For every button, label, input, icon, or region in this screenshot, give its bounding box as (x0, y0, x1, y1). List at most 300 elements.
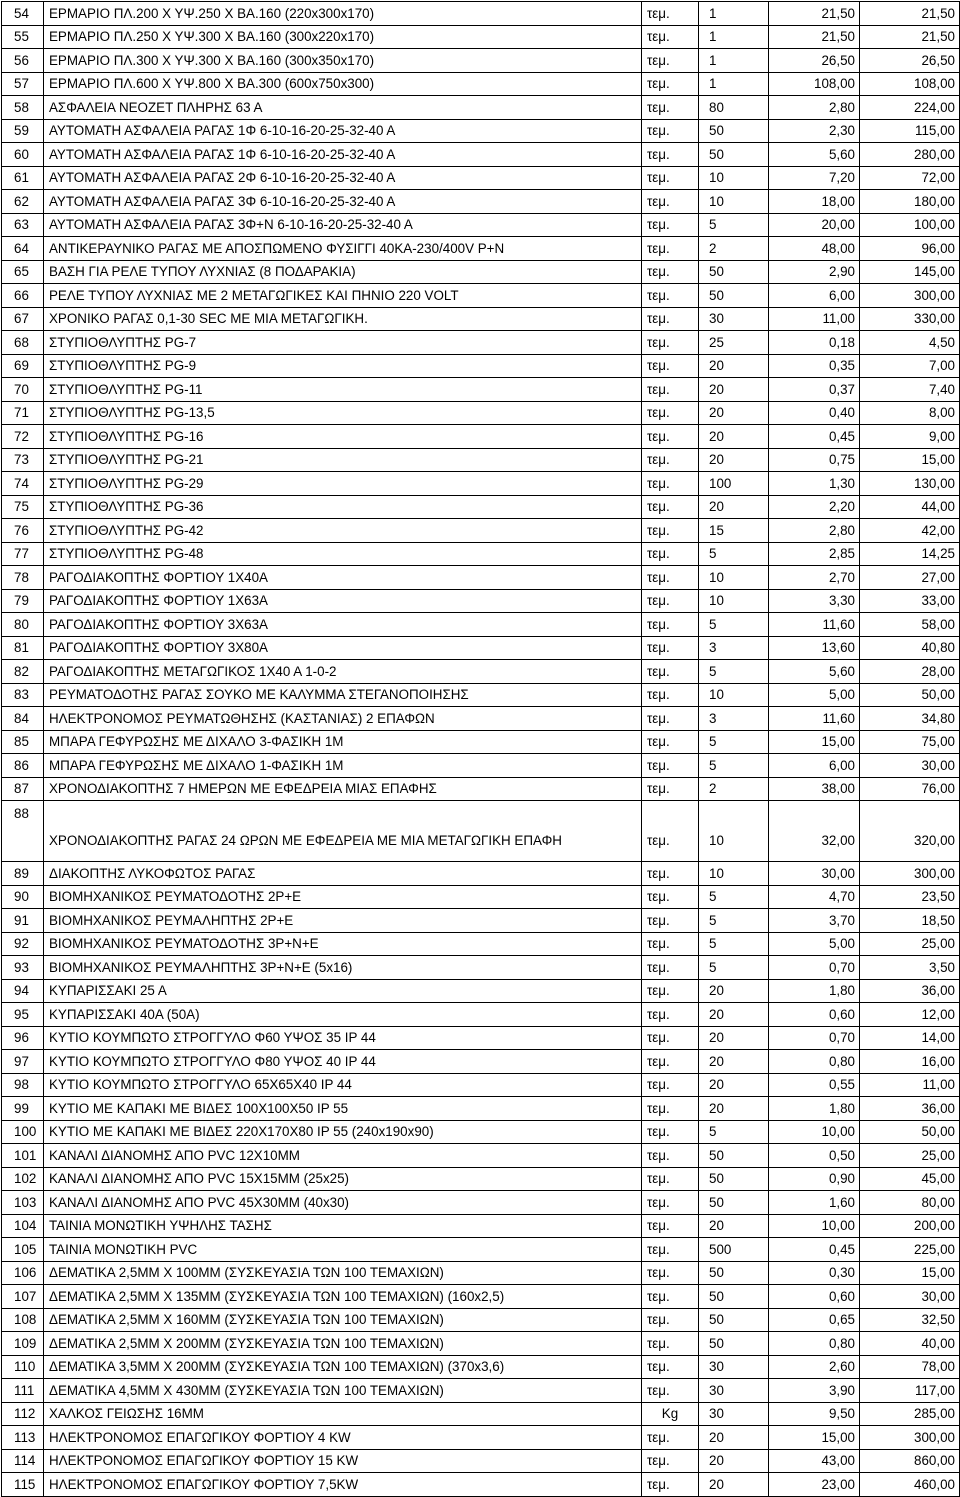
table-row (2, 589, 960, 613)
item-total: 330,00 (860, 307, 960, 331)
item-quantity: 20 (699, 1026, 769, 1050)
item-unit: τεμ. (642, 1214, 699, 1238)
table-row (2, 519, 960, 543)
item-unit-price: 21,50 (769, 2, 860, 26)
item-description: ΧΡΟΝΟΔΙΑΚΟΠΤΗΣ 7 ΗΜΕΡΩΝ ΜΕ ΕΦΕΔΡΕΙΑ ΜΙΑΣ ΕΠΑΦΗΣ (44, 777, 642, 801)
item-unit: τεμ. (642, 448, 699, 472)
item-quantity: 50 (699, 1285, 769, 1309)
item-quantity: 30 (699, 1402, 769, 1426)
item-total: 50,00 (860, 683, 960, 707)
item-unit-price: 32,00 (769, 801, 860, 862)
item-description: ΣΤΥΠΙΟΘΛΥΠΤΗΣ PG-42 (44, 519, 642, 543)
table-row (2, 1355, 960, 1379)
item-description: ΡΑΓΟΔΙΑΚΟΠΤΗΣ ΦΟΡΤΙΟΥ 1Χ40Α (44, 566, 642, 590)
item-description: ΗΛΕΚΤΡΟΝΟΜΟΣ ΕΠΑΓΩΓΙΚΟΥ ΦΟΡΤΙΟΥ 4 KW (44, 1426, 642, 1450)
item-description: ΚΑΝΑΛΙ ΔΙΑΝΟΜΗΣ ΑΠΟ PVC 12Χ10ΜΜ (44, 1144, 642, 1168)
table-row (2, 190, 960, 214)
item-unit: τεμ. (642, 331, 699, 355)
item-unit-price: 6,00 (769, 284, 860, 308)
table-row (2, 49, 960, 73)
item-description: ΒΙΟΜΗΧΑΝΙΚΟΣ ΡΕΥΜΑΛΗΠΤΗΣ 3P+N+E (5x16) (44, 956, 642, 980)
item-unit-price: 0,35 (769, 354, 860, 378)
item-unit-price: 0,37 (769, 378, 860, 402)
item-quantity: 5 (699, 885, 769, 909)
item-description: ΚΥΠΑΡΙΣΣΑΚΙ 25 Α (44, 979, 642, 1003)
item-unit: τεμ. (642, 566, 699, 590)
item-number: 94 (2, 979, 44, 1003)
table-row (2, 472, 960, 496)
item-unit-price: 18,00 (769, 190, 860, 214)
item-unit-price: 11,60 (769, 613, 860, 637)
item-quantity: 25 (699, 331, 769, 355)
table-body (2, 2, 960, 1497)
item-unit-price: 0,18 (769, 331, 860, 355)
item-number: 72 (2, 425, 44, 449)
item-description: ΚΑΝΑΛΙ ΔΙΑΝΟΜΗΣ ΑΠΟ PVC 15Χ15ΜΜ (25x25) (44, 1167, 642, 1191)
item-description: ΧΡΟΝΟΔΙΑΚΟΠΤΗΣ ΡΑΓΑΣ 24 ΩΡΩΝ ΜΕ ΕΦΕΔΡΕΙΑ ΜΕ ΜΙΑ ΜΕΤΑΓΩΓΙΚΗ ΕΠΑΦΗ (44, 801, 642, 862)
item-description: ΡΕΛΕ ΤΥΠΟΥ ΛΥΧΝΙΑΣ ΜΕ 2 ΜΕΤΑΓΩΓΙΚΕΣ ΚΑΙ ΠΗΝΙΟ 220 VOLT (44, 284, 642, 308)
item-unit-price: 20,00 (769, 213, 860, 237)
item-unit-price: 1,60 (769, 1191, 860, 1215)
item-total: 14,25 (860, 542, 960, 566)
item-description: ΑΣΦΑΛΕΙΑ ΝΕΟΖΕΤ ΠΛΗΡΗΣ 63 Α (44, 96, 642, 120)
item-description: ΕΡΜΑΡΙΟ ΠΛ.600 Χ ΥΨ.800 Χ ΒΑ.300 (600x750x300) (44, 72, 642, 96)
item-description: ΜΠΑΡΑ ΓΕΦΥΡΩΣΗΣ ΜΕ ΔΙΧΑΛΟ 1-ΦΑΣΙΚΗ 1Μ (44, 754, 642, 778)
item-unit-price: 108,00 (769, 72, 860, 96)
table-row (2, 1261, 960, 1285)
item-number: 113 (2, 1426, 44, 1450)
item-unit: τεμ. (642, 707, 699, 731)
item-total: 36,00 (860, 1097, 960, 1121)
item-unit: τεμ. (642, 1308, 699, 1332)
item-number: 83 (2, 683, 44, 707)
item-description: ΡΑΓΟΔΙΑΚΟΠΤΗΣ ΦΟΡΤΙΟΥ 3Χ80Α (44, 636, 642, 660)
item-total: 34,80 (860, 707, 960, 731)
table-row (2, 754, 960, 778)
item-description: ΧΑΛΚΟΣ ΓΕΙΩΣΗΣ 16ΜΜ (44, 1402, 642, 1426)
item-total: 72,00 (860, 166, 960, 190)
item-unit-price: 15,00 (769, 1426, 860, 1450)
table-row (2, 636, 960, 660)
item-description: ΑΥΤΟΜΑΤΗ ΑΣΦΑΛΕΙΑ ΡΑΓΑΣ 3Φ+Ν 6-10-16-20-25-32-40 Α (44, 213, 642, 237)
item-quantity: 20 (699, 378, 769, 402)
item-unit-price: 7,20 (769, 166, 860, 190)
item-number: 87 (2, 777, 44, 801)
item-number: 110 (2, 1355, 44, 1379)
item-unit: τεμ. (642, 1191, 699, 1215)
item-unit: τεμ. (642, 284, 699, 308)
item-quantity: 5 (699, 909, 769, 933)
item-description: ΚΑΝΑΛΙ ΔΙΑΝΟΜΗΣ ΑΠΟ PVC 45Χ30ΜΜ (40x30) (44, 1191, 642, 1215)
item-unit: τεμ. (642, 260, 699, 284)
item-quantity: 50 (699, 1261, 769, 1285)
item-total: 96,00 (860, 237, 960, 261)
item-total: 32,50 (860, 1308, 960, 1332)
item-total: 25,00 (860, 1144, 960, 1168)
item-quantity: 10 (699, 862, 769, 886)
item-number: 102 (2, 1167, 44, 1191)
item-number: 112 (2, 1402, 44, 1426)
item-unit-price: 5,60 (769, 143, 860, 167)
item-description: ΔΕΜΑΤΙΚΑ 2,5ΜΜ Χ 160ΜΜ (ΣΥΣΚΕΥΑΣΙΑ ΤΩΝ 100 ΤΕΜΑΧΙΩΝ) (44, 1308, 642, 1332)
item-total: 21,50 (860, 25, 960, 49)
item-quantity: 10 (699, 801, 769, 862)
item-description: ΑΥΤΟΜΑΤΗ ΑΣΦΑΛΕΙΑ ΡΑΓΑΣ 2Φ 6-10-16-20-25-32-40 Α (44, 166, 642, 190)
item-number: 111 (2, 1379, 44, 1403)
item-quantity: 10 (699, 566, 769, 590)
item-total: 7,00 (860, 354, 960, 378)
item-total: 45,00 (860, 1167, 960, 1191)
table-row (2, 566, 960, 590)
item-unit: τεμ. (642, 1285, 699, 1309)
item-total: 78,00 (860, 1355, 960, 1379)
item-quantity: 20 (699, 1449, 769, 1473)
table-row (2, 260, 960, 284)
item-quantity: 20 (699, 1097, 769, 1121)
item-number: 85 (2, 730, 44, 754)
table-row (2, 354, 960, 378)
item-total: 26,50 (860, 49, 960, 73)
item-total: 7,40 (860, 378, 960, 402)
item-unit-price: 0,65 (769, 1308, 860, 1332)
item-description: ΑΝΤΙΚΕΡΑΥΝΙΚΟ ΡΑΓΑΣ ΜΕ ΑΠΟΣΠΩΜΕΝΟ ΦΥΣΙΓΓΙ 40ΚΑ-230/400V P+N (44, 237, 642, 261)
item-unit: τεμ. (642, 589, 699, 613)
item-unit: τεμ. (642, 472, 699, 496)
item-total: 75,00 (860, 730, 960, 754)
item-total: 115,00 (860, 119, 960, 143)
item-unit: τεμ. (642, 613, 699, 637)
item-unit: τεμ. (642, 1144, 699, 1168)
table-row (2, 707, 960, 731)
item-unit: τεμ. (642, 1167, 699, 1191)
item-number: 93 (2, 956, 44, 980)
item-unit-price: 0,45 (769, 425, 860, 449)
item-quantity: 1 (699, 25, 769, 49)
item-total: 36,00 (860, 979, 960, 1003)
table-row (2, 862, 960, 886)
item-quantity: 20 (699, 1050, 769, 1074)
table-row (2, 979, 960, 1003)
item-description: ΣΤΥΠΙΟΘΛΥΠΤΗΣ PG-16 (44, 425, 642, 449)
item-description: ΒΙΟΜΗΧΑΝΙΚΟΣ ΡΕΥΜΑΤΟΔΟΤΗΣ 3P+N+E (44, 932, 642, 956)
item-description: ΔΕΜΑΤΙΚΑ 2,5ΜΜ Χ 135ΜΜ (ΣΥΣΚΕΥΑΣΙΑ ΤΩΝ 100 ΤΕΜΑΧΙΩΝ) (160x2,5) (44, 1285, 642, 1309)
item-quantity: 10 (699, 166, 769, 190)
item-total: 30,00 (860, 1285, 960, 1309)
item-unit-price: 2,60 (769, 1355, 860, 1379)
item-description: ΔΕΜΑΤΙΚΑ 3,5ΜΜ Χ 200ΜΜ (ΣΥΣΚΕΥΑΣΙΑ ΤΩΝ 100 ΤΕΜΑΧΙΩΝ) (370x3,6) (44, 1355, 642, 1379)
item-total: 285,00 (860, 1402, 960, 1426)
item-unit: τεμ. (642, 2, 699, 26)
item-description: ΑΥΤΟΜΑΤΗ ΑΣΦΑΛΕΙΑ ΡΑΓΑΣ 1Φ 6-10-16-20-25-32-40 Α (44, 143, 642, 167)
item-number: 114 (2, 1449, 44, 1473)
item-unit-price: 0,60 (769, 1285, 860, 1309)
item-total: 225,00 (860, 1238, 960, 1262)
item-quantity: 50 (699, 119, 769, 143)
item-unit: τεμ. (642, 1473, 699, 1497)
item-number: 69 (2, 354, 44, 378)
item-unit-price: 10,00 (769, 1120, 860, 1144)
item-unit-price: 3,30 (769, 589, 860, 613)
item-quantity: 20 (699, 401, 769, 425)
item-quantity: 1 (699, 49, 769, 73)
item-description: ΔΙΑΚΟΠΤΗΣ ΛΥΚΟΦΩΤΟΣ ΡΑΓΑΣ (44, 862, 642, 886)
item-quantity: 5 (699, 1120, 769, 1144)
table-row (2, 1097, 960, 1121)
item-quantity: 50 (699, 1144, 769, 1168)
item-number: 66 (2, 284, 44, 308)
item-total: 300,00 (860, 862, 960, 886)
item-unit: τεμ. (642, 237, 699, 261)
item-number: 96 (2, 1026, 44, 1050)
table-row (2, 1308, 960, 1332)
item-quantity: 20 (699, 1426, 769, 1450)
item-quantity: 30 (699, 1355, 769, 1379)
item-number: 60 (2, 143, 44, 167)
item-unit-price: 4,70 (769, 885, 860, 909)
item-unit-price: 0,55 (769, 1073, 860, 1097)
item-unit-price: 1,80 (769, 1097, 860, 1121)
item-total: 18,50 (860, 909, 960, 933)
item-unit: τεμ. (642, 1120, 699, 1144)
item-unit-price: 30,00 (769, 862, 860, 886)
item-unit: τεμ. (642, 307, 699, 331)
table-row (2, 730, 960, 754)
item-total: 320,00 (860, 801, 960, 862)
item-unit: τεμ. (642, 213, 699, 237)
item-description: ΧΡΟΝΙΚΟ ΡΑΓΑΣ 0,1-30 SEC ΜΕ ΜΙΑ ΜΕΤΑΓΩΓΙΚΗ. (44, 307, 642, 331)
item-unit-price: 5,60 (769, 660, 860, 684)
table-row (2, 660, 960, 684)
table-row (2, 1026, 960, 1050)
item-description: ΗΛΕΚΤΡΟΝΟΜΟΣ ΕΠΑΓΩΓΙΚΟΥ ΦΟΡΤΙΟΥ 15 KW (44, 1449, 642, 1473)
item-total: 27,00 (860, 566, 960, 590)
item-total: 280,00 (860, 143, 960, 167)
item-description: ΡΕΥΜΑΤΟΔΟΤΗΣ ΡΑΓΑΣ ΣΟΥΚΟ ΜΕ ΚΑΛΥΜΜΑ ΣΤΕΓΑΝΟΠΟΙΗΣΗΣ (44, 683, 642, 707)
item-unit-price: 0,70 (769, 1026, 860, 1050)
table-row (2, 143, 960, 167)
item-quantity: 3 (699, 636, 769, 660)
item-number: 63 (2, 213, 44, 237)
item-quantity: 10 (699, 190, 769, 214)
item-unit-price: 0,45 (769, 1238, 860, 1262)
item-total: 300,00 (860, 1426, 960, 1450)
table-row (2, 542, 960, 566)
table-row (2, 801, 960, 862)
table-row (2, 1167, 960, 1191)
item-total: 460,00 (860, 1473, 960, 1497)
item-number: 56 (2, 49, 44, 73)
table-row (2, 378, 960, 402)
item-quantity: 500 (699, 1238, 769, 1262)
item-unit: τεμ. (642, 754, 699, 778)
item-total: 100,00 (860, 213, 960, 237)
item-description: ΕΡΜΑΡΙΟ ΠΛ.300 Χ ΥΨ.300 Χ ΒΑ.160 (300x350x170) (44, 49, 642, 73)
item-unit-price: 2,20 (769, 495, 860, 519)
item-number: 62 (2, 190, 44, 214)
item-description: ΔΕΜΑΤΙΚΑ 4,5ΜΜ Χ 430ΜΜ (ΣΥΣΚΕΥΑΣΙΑ ΤΩΝ 100 ΤΕΜΑΧΙΩΝ) (44, 1379, 642, 1403)
table-row (2, 777, 960, 801)
item-description: ΡΑΓΟΔΙΑΚΟΠΤΗΣ ΜΕΤΑΓΩΓΙΚΟΣ 1Χ40 Α 1-0-2 (44, 660, 642, 684)
item-unit-price: 2,30 (769, 119, 860, 143)
item-unit-price: 2,80 (769, 96, 860, 120)
item-number: 105 (2, 1238, 44, 1262)
item-total: 30,00 (860, 754, 960, 778)
table-row (2, 1120, 960, 1144)
item-unit: τεμ. (642, 495, 699, 519)
item-quantity: 20 (699, 425, 769, 449)
item-description: ΗΛΕΚΤΡΟΝΟΜΟΣ ΕΠΑΓΩΓΙΚΟΥ ΦΟΡΤΙΟΥ 7,5KW (44, 1473, 642, 1497)
table-row (2, 956, 960, 980)
table-row (2, 1426, 960, 1450)
item-unit-price: 2,90 (769, 260, 860, 284)
table-row (2, 1238, 960, 1262)
table-row (2, 213, 960, 237)
item-description: ΡΑΓΟΔΙΑΚΟΠΤΗΣ ΦΟΡΤΙΟΥ 3Χ63Α (44, 613, 642, 637)
item-total: 80,00 (860, 1191, 960, 1215)
item-description: ΜΠΑΡΑ ΓΕΦΥΡΩΣΗΣ ΜΕ ΔΙΧΑΛΟ 3-ΦΑΣΙΚΗ 1Μ (44, 730, 642, 754)
item-unit-price: 26,50 (769, 49, 860, 73)
item-quantity: 5 (699, 660, 769, 684)
item-total: 76,00 (860, 777, 960, 801)
item-number: 95 (2, 1003, 44, 1027)
item-number: 54 (2, 2, 44, 26)
item-unit: τεμ. (642, 1261, 699, 1285)
item-unit: τεμ. (642, 660, 699, 684)
item-unit: τεμ. (642, 378, 699, 402)
item-description: ΒΙΟΜΗΧΑΝΙΚΟΣ ΡΕΥΜΑΤΟΔΟΤΗΣ 2P+E (44, 885, 642, 909)
item-quantity: 50 (699, 143, 769, 167)
item-number: 58 (2, 96, 44, 120)
item-unit: τεμ. (642, 932, 699, 956)
item-total: 300,00 (860, 284, 960, 308)
table-row (2, 331, 960, 355)
item-total: 33,00 (860, 589, 960, 613)
item-unit: τεμ. (642, 72, 699, 96)
item-number: 82 (2, 660, 44, 684)
item-unit-price: 0,50 (769, 1144, 860, 1168)
item-total: 23,50 (860, 885, 960, 909)
table-row (2, 237, 960, 261)
item-number: 79 (2, 589, 44, 613)
item-number: 73 (2, 448, 44, 472)
item-number: 55 (2, 25, 44, 49)
item-unit: τεμ. (642, 885, 699, 909)
item-description: ΕΡΜΑΡΙΟ ΠΛ.250 Χ ΥΨ.300 Χ ΒΑ.160 (300x220x170) (44, 25, 642, 49)
item-unit-price: 15,00 (769, 730, 860, 754)
item-unit-price: 11,60 (769, 707, 860, 731)
item-unit-price: 2,70 (769, 566, 860, 590)
item-total: 180,00 (860, 190, 960, 214)
item-number: 101 (2, 1144, 44, 1168)
item-number: 74 (2, 472, 44, 496)
item-unit: τεμ. (642, 1003, 699, 1027)
item-quantity: 1 (699, 72, 769, 96)
item-quantity: 5 (699, 754, 769, 778)
table-row (2, 1191, 960, 1215)
item-unit: τεμ. (642, 801, 699, 862)
item-number: 70 (2, 378, 44, 402)
table-row (2, 1073, 960, 1097)
item-number: 59 (2, 119, 44, 143)
item-unit: τεμ. (642, 1026, 699, 1050)
item-total: 15,00 (860, 1261, 960, 1285)
item-description: ΣΤΥΠΙΟΘΛΥΠΤΗΣ PG-11 (44, 378, 642, 402)
item-description: ΚΥΤΙΟ ΚΟΥΜΠΩΤΟ ΣΤΡΟΓΓΥΛΟ Φ80 ΥΨΟΣ 40 IP 44 (44, 1050, 642, 1074)
item-unit-price: 5,00 (769, 683, 860, 707)
item-quantity: 20 (699, 979, 769, 1003)
item-unit-price: 0,75 (769, 448, 860, 472)
item-unit-price: 21,50 (769, 25, 860, 49)
table-row (2, 307, 960, 331)
table-row (2, 284, 960, 308)
item-total: 4,50 (860, 331, 960, 355)
item-unit: τεμ. (642, 143, 699, 167)
table-row (2, 1144, 960, 1168)
item-unit: τεμ. (642, 1426, 699, 1450)
table-row (2, 1285, 960, 1309)
item-unit: τεμ. (642, 636, 699, 660)
item-total: 15,00 (860, 448, 960, 472)
item-unit: τεμ. (642, 49, 699, 73)
item-description: ΣΤΥΠΙΟΘΛΥΠΤΗΣ PG-48 (44, 542, 642, 566)
item-quantity: 30 (699, 1379, 769, 1403)
item-total: 58,00 (860, 613, 960, 637)
item-quantity: 5 (699, 213, 769, 237)
item-quantity: 5 (699, 932, 769, 956)
item-total: 224,00 (860, 96, 960, 120)
item-unit: τεμ. (642, 1073, 699, 1097)
table-row (2, 119, 960, 143)
item-quantity: 1 (699, 2, 769, 26)
item-quantity: 5 (699, 542, 769, 566)
item-quantity: 30 (699, 307, 769, 331)
item-number: 77 (2, 542, 44, 566)
item-unit: τεμ. (642, 354, 699, 378)
table-row (2, 1379, 960, 1403)
item-unit-price: 0,30 (769, 1261, 860, 1285)
item-quantity: 50 (699, 284, 769, 308)
item-quantity: 20 (699, 1003, 769, 1027)
item-unit: τεμ. (642, 119, 699, 143)
item-number: 91 (2, 909, 44, 933)
item-unit-price: 1,30 (769, 472, 860, 496)
item-quantity: 10 (699, 683, 769, 707)
item-unit: τεμ. (642, 730, 699, 754)
item-total: 145,00 (860, 260, 960, 284)
item-unit-price: 48,00 (769, 237, 860, 261)
item-unit: τεμ. (642, 542, 699, 566)
item-number: 108 (2, 1308, 44, 1332)
item-number: 81 (2, 636, 44, 660)
item-unit: τεμ. (642, 1050, 699, 1074)
table-row (2, 909, 960, 933)
item-description: ΚΥΤΙΟ ΚΟΥΜΠΩΤΟ ΣΤΡΟΓΓΥΛΟ 65Χ65Χ40 IP 44 (44, 1073, 642, 1097)
item-unit: τεμ. (642, 190, 699, 214)
item-quantity: 10 (699, 589, 769, 613)
item-unit-price: 2,80 (769, 519, 860, 543)
item-quantity: 50 (699, 1167, 769, 1191)
item-unit: τεμ. (642, 1238, 699, 1262)
item-number: 104 (2, 1214, 44, 1238)
item-unit: τεμ. (642, 683, 699, 707)
item-unit: τεμ. (642, 166, 699, 190)
table-row (2, 425, 960, 449)
item-number: 107 (2, 1285, 44, 1309)
item-number: 64 (2, 237, 44, 261)
item-unit: τεμ. (642, 401, 699, 425)
item-total: 16,00 (860, 1050, 960, 1074)
item-number: 71 (2, 401, 44, 425)
